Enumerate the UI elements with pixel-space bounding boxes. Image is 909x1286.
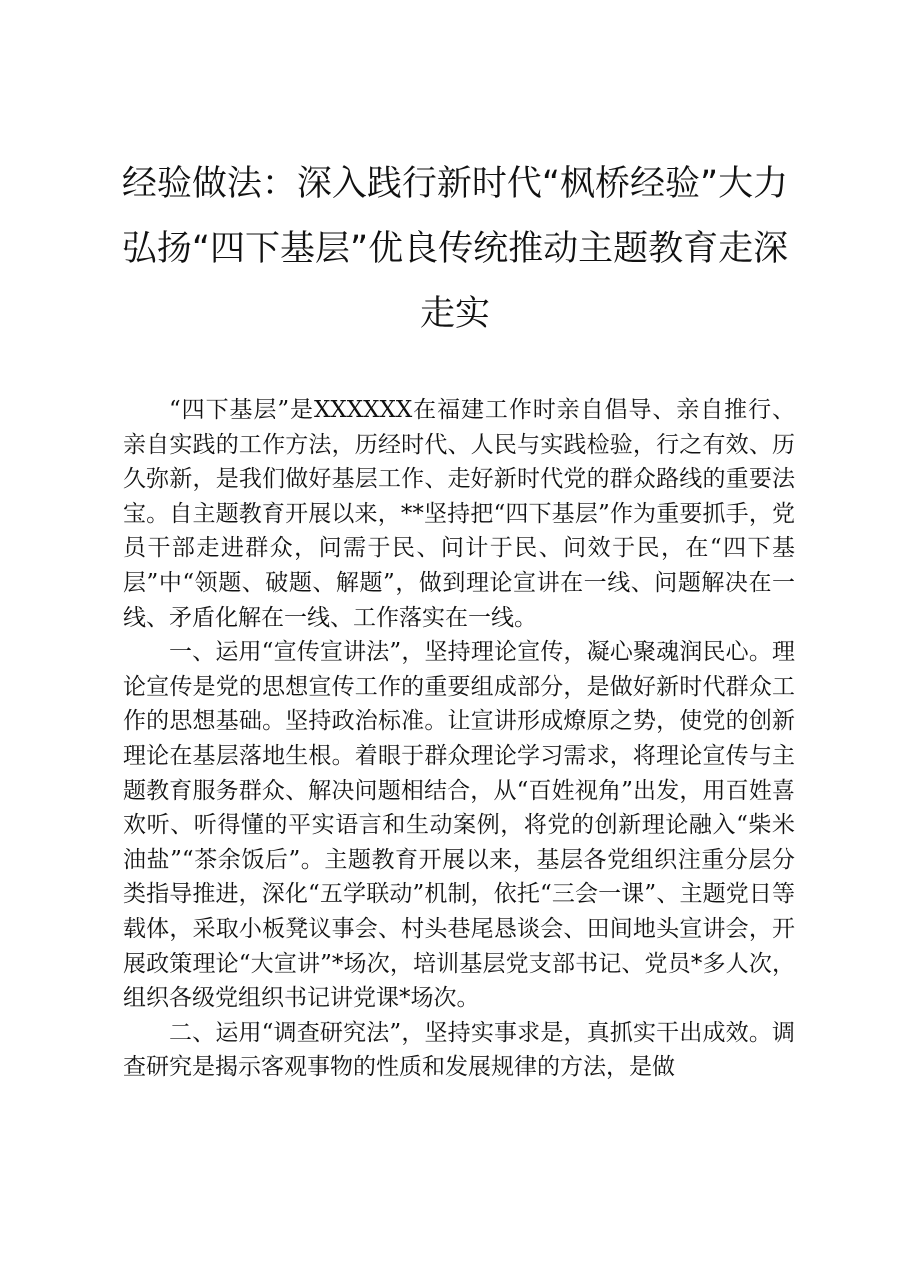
paragraph-intro: “四下基层”是XXXXXX在福建工作时亲自倡导、亲自推行、亲自实践的工作方法，历经时代、人民与实践检验，行之有效、历久弥新，是我们做好基层工作、走好新时代党的群众路线的重要法宝。自主题教育开展以来，**坚持把“四下基层”作为重要抓手，党员干部走进群众，问需于民、问计于民、问效于民，在“四下基层”中“领题、破题、解题”，做到理论宣讲在一线、问题解决在一线、矛盾化解在一线、工作落实在一线。 <box>123 397 795 631</box>
paragraph-section-1: 一、运用“宣传宣讲法”，坚持理论宣传，凝心聚魂润民心。理论宣传是党的思想宣传工作的重要组成部分，是做好新时代群众工作的思想基础。坚持政治标准。让宣讲形成燎原之势，使党的创新理论在基层落地生根。着眼于群众理论学习需求，将理论宣传与主题教育服务群众、解决问题相结合，从“百姓视角”出发，用百姓喜欢听、听得懂的平实语言和生动案例，将党的创新理论融入“柴米油盐”“茶余饭后”。主题教育开展以来，基层各党组织注重分层分类指导推进，深化“五学联动”机制，依托“三会一课”、主题党日等载体，采取小板凳议事会、村头巷尾恳谈会、田间地头宣讲会，开展政策理论“大宣讲”*场次，培训基层党支部书记、党员*多人次，组织各级党组织书记讲党课*场次。 <box>123 639 795 1012</box>
document-title: 经验做法：深入践行新时代“枫桥经验”大力弘扬“四下基层”优良传统推动主题教育走深走实 <box>121 164 789 334</box>
document-body <box>123 393 795 1085</box>
paragraph-section-2: 二、运用“调查研究法”，坚持实事求是，真抓实干出成效。调查研究是揭示客观事物的性质和发展规律的方法，是做 <box>123 1019 795 1081</box>
